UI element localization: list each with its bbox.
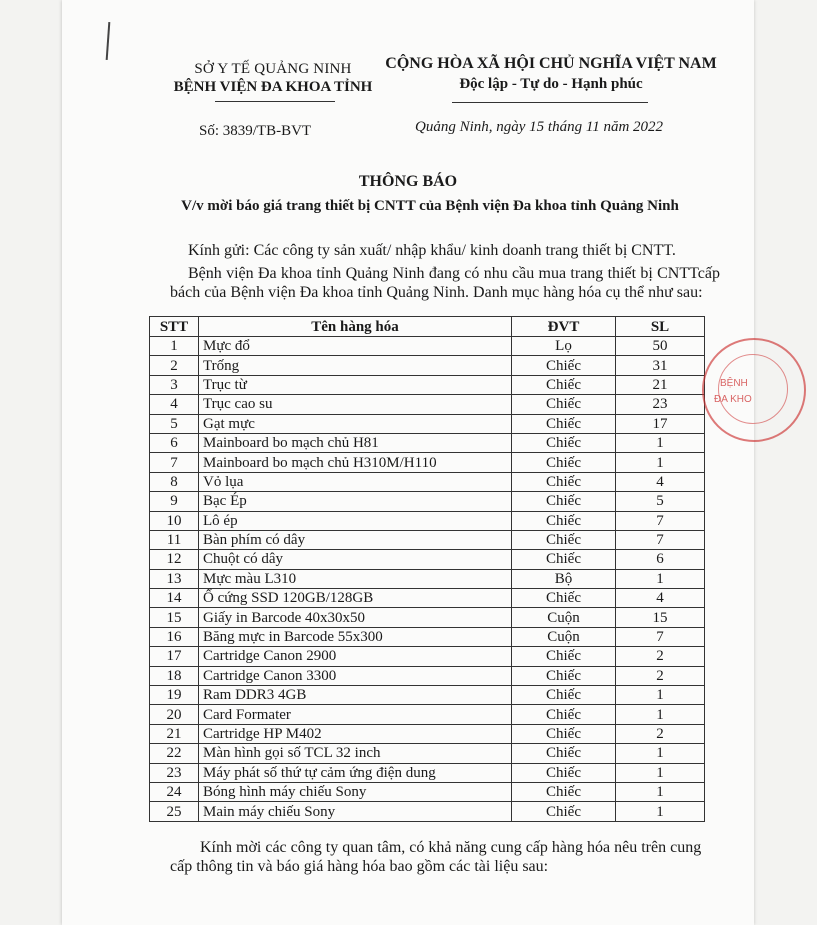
row-unit: Cuộn <box>512 627 616 646</box>
row-quantity: 1 <box>616 782 705 801</box>
row-unit: Chiếc <box>512 724 616 743</box>
row-item-name: Mực màu L310 <box>199 569 512 588</box>
row-stt: 1 <box>150 337 199 356</box>
row-quantity: 15 <box>616 608 705 627</box>
table-row <box>150 666 705 685</box>
row-unit: Chiếc <box>512 472 616 491</box>
nation-name: CỘNG HÒA XÃ HỘI CHỦ NGHĨA VIỆT NAM <box>385 55 717 72</box>
row-unit: Chiếc <box>512 550 616 569</box>
nation-motto: Độc lập - Tự do - Hạnh phúc <box>459 76 643 92</box>
table-row <box>150 724 705 743</box>
row-stt: 16 <box>150 627 199 646</box>
org-hospital: BỆNH VIỆN ĐA KHOA TỈNH <box>173 79 373 95</box>
row-stt: 4 <box>150 395 199 414</box>
row-quantity: 1 <box>616 569 705 588</box>
row-quantity: 31 <box>616 356 705 375</box>
row-item-name: Mainboard bo mạch chủ H81 <box>199 433 512 452</box>
intro-paragraph: Bệnh viện Đa khoa tỉnh Quảng Ninh đang có nhu cầu mua trang thiết bị CNTTcấp bách của Bệnh viện Đa khoa tỉnh Quảng Ninh. Danh mục hàng hóa cụ thể như sau: <box>170 265 720 301</box>
row-stt: 13 <box>150 569 199 588</box>
table-row <box>150 802 705 821</box>
table-row <box>150 530 705 549</box>
row-item-name: Gạt mực <box>199 414 512 433</box>
row-item-name: Lô ép <box>199 511 512 530</box>
row-item-name: Giấy in Barcode 40x30x50 <box>199 608 512 627</box>
stamp-text-2: ĐA KHO <box>714 394 752 405</box>
org-department: SỞ Y TẾ QUẢNG NINH <box>194 61 352 77</box>
header-quantity: SL <box>616 317 705 337</box>
row-stt: 2 <box>150 356 199 375</box>
row-item-name: Bóng hình máy chiếu Sony <box>199 782 512 801</box>
issuing-organization <box>148 61 398 96</box>
table-row <box>150 744 705 763</box>
row-item-name: Trục từ <box>199 375 512 394</box>
row-quantity: 1 <box>616 763 705 782</box>
row-stt: 5 <box>150 414 199 433</box>
row-quantity: 1 <box>616 744 705 763</box>
row-stt: 6 <box>150 433 199 452</box>
table-row <box>150 647 705 666</box>
table-row <box>150 395 705 414</box>
row-item-name: Card Formater <box>199 705 512 724</box>
row-unit: Chiếc <box>512 647 616 666</box>
header-stt: STT <box>150 317 199 337</box>
row-item-name: Trục cao su <box>199 395 512 414</box>
row-item-name: Chuột có dây <box>199 550 512 569</box>
row-quantity: 23 <box>616 395 705 414</box>
row-unit: Lọ <box>512 337 616 356</box>
row-unit: Chiếc <box>512 530 616 549</box>
row-unit: Chiếc <box>512 666 616 685</box>
table-row <box>150 763 705 782</box>
row-stt: 25 <box>150 802 199 821</box>
row-quantity: 1 <box>616 433 705 452</box>
row-stt: 19 <box>150 686 199 705</box>
row-stt: 17 <box>150 647 199 666</box>
row-quantity: 17 <box>616 414 705 433</box>
table-row <box>150 472 705 491</box>
row-stt: 15 <box>150 608 199 627</box>
row-stt: 14 <box>150 589 199 608</box>
row-quantity: 2 <box>616 666 705 685</box>
row-stt: 23 <box>150 763 199 782</box>
document-subject: V/v mời báo giá trang thiết bị CNTT của Bệnh viện Đa khoa tỉnh Quảng Ninh <box>181 198 679 214</box>
row-stt: 8 <box>150 472 199 491</box>
table-row <box>150 414 705 433</box>
row-item-name: Ổ cứng SSD 120GB/128GB <box>199 589 512 608</box>
row-unit: Chiếc <box>512 763 616 782</box>
row-item-name: Băng mực in Barcode 55x300 <box>199 627 512 646</box>
table-row <box>150 569 705 588</box>
row-quantity: 2 <box>616 647 705 666</box>
row-item-name: Mainboard bo mạch chủ H310M/H110 <box>199 453 512 472</box>
row-unit: Chiếc <box>512 686 616 705</box>
row-unit: Chiếc <box>512 433 616 452</box>
stamp-text-1: BỆNH <box>720 378 748 389</box>
row-quantity: 1 <box>616 686 705 705</box>
table-row <box>150 627 705 646</box>
table-row <box>150 337 705 356</box>
row-stt: 7 <box>150 453 199 472</box>
row-unit: Chiếc <box>512 802 616 821</box>
row-stt: 24 <box>150 782 199 801</box>
row-unit: Chiếc <box>512 414 616 433</box>
row-stt: 20 <box>150 705 199 724</box>
row-stt: 21 <box>150 724 199 743</box>
closing-paragraph: Kính mời các công ty quan tâm, có khả năng cung cấp hàng hóa nêu trên cung cấp thông tin và báo giá hàng hóa bao gồm các tài liệu sau: <box>170 839 702 875</box>
row-quantity: 2 <box>616 724 705 743</box>
place-date: Quảng Ninh, ngày 15 tháng 11 năm 2022 <box>415 119 664 135</box>
row-stt: 22 <box>150 744 199 763</box>
row-unit: Chiếc <box>512 705 616 724</box>
national-motto <box>368 55 734 93</box>
table-row <box>150 453 705 472</box>
row-item-name: Cartridge HP M402 <box>199 724 512 743</box>
row-unit: Bộ <box>512 569 616 588</box>
table-header-row <box>150 317 705 337</box>
table-row <box>150 782 705 801</box>
table-row <box>150 433 705 452</box>
row-unit: Chiếc <box>512 492 616 511</box>
row-item-name: Cartridge Canon 2900 <box>199 647 512 666</box>
row-item-name: Cartridge Canon 3300 <box>199 666 512 685</box>
row-quantity: 1 <box>616 453 705 472</box>
row-unit: Chiếc <box>512 356 616 375</box>
table-row <box>150 356 705 375</box>
row-item-name: Vỏ lụa <box>199 472 512 491</box>
row-item-name: Ram DDR3 4GB <box>199 686 512 705</box>
table-row <box>150 589 705 608</box>
org-underline <box>215 101 335 102</box>
row-item-name: Main máy chiếu Sony <box>199 802 512 821</box>
row-stt: 9 <box>150 492 199 511</box>
row-item-name: Màn hình gọi số TCL 32 inch <box>199 744 512 763</box>
row-item-name: Bàn phím có dây <box>199 530 512 549</box>
row-stt: 3 <box>150 375 199 394</box>
row-quantity: 4 <box>616 472 705 491</box>
stamp-inner-ring <box>718 354 788 424</box>
document-number: Số: 3839/TB-BVT <box>199 123 312 139</box>
row-unit: Chiếc <box>512 782 616 801</box>
row-quantity: 7 <box>616 627 705 646</box>
row-quantity: 1 <box>616 802 705 821</box>
table-row <box>150 511 705 530</box>
row-quantity: 4 <box>616 589 705 608</box>
row-item-name: Mực đổ <box>199 337 512 356</box>
table-row <box>150 375 705 394</box>
table-row <box>150 550 705 569</box>
motto-underline <box>452 102 648 103</box>
row-stt: 12 <box>150 550 199 569</box>
row-unit: Cuộn <box>512 608 616 627</box>
row-item-name: Bạc Ép <box>199 492 512 511</box>
table-row <box>150 608 705 627</box>
row-stt: 18 <box>150 666 199 685</box>
red-stamp <box>702 338 806 442</box>
row-quantity: 21 <box>616 375 705 394</box>
table-row <box>150 492 705 511</box>
row-unit: Chiếc <box>512 453 616 472</box>
row-item-name: Trống <box>199 356 512 375</box>
row-quantity: 7 <box>616 530 705 549</box>
row-unit: Chiếc <box>512 744 616 763</box>
row-quantity: 50 <box>616 337 705 356</box>
row-quantity: 5 <box>616 492 705 511</box>
row-item-name: Máy phát số thứ tự cảm ứng điện dung <box>199 763 512 782</box>
salutation: Kính gửi: Các công ty sản xuất/ nhập khẩu/ kinh doanh trang thiết bị CNTT. <box>188 242 676 259</box>
row-unit: Chiếc <box>512 395 616 414</box>
table-row <box>150 705 705 724</box>
row-stt: 10 <box>150 511 199 530</box>
row-unit: Chiếc <box>512 375 616 394</box>
header-unit: ĐVT <box>512 317 616 337</box>
document-title: THÔNG BÁO <box>358 173 458 190</box>
row-quantity: 7 <box>616 511 705 530</box>
row-unit: Chiếc <box>512 589 616 608</box>
row-quantity: 6 <box>616 550 705 569</box>
header-item-name: Tên hàng hóa <box>199 317 512 337</box>
items-table <box>149 316 705 822</box>
row-quantity: 1 <box>616 705 705 724</box>
row-stt: 11 <box>150 530 199 549</box>
row-unit: Chiếc <box>512 511 616 530</box>
table-row <box>150 686 705 705</box>
